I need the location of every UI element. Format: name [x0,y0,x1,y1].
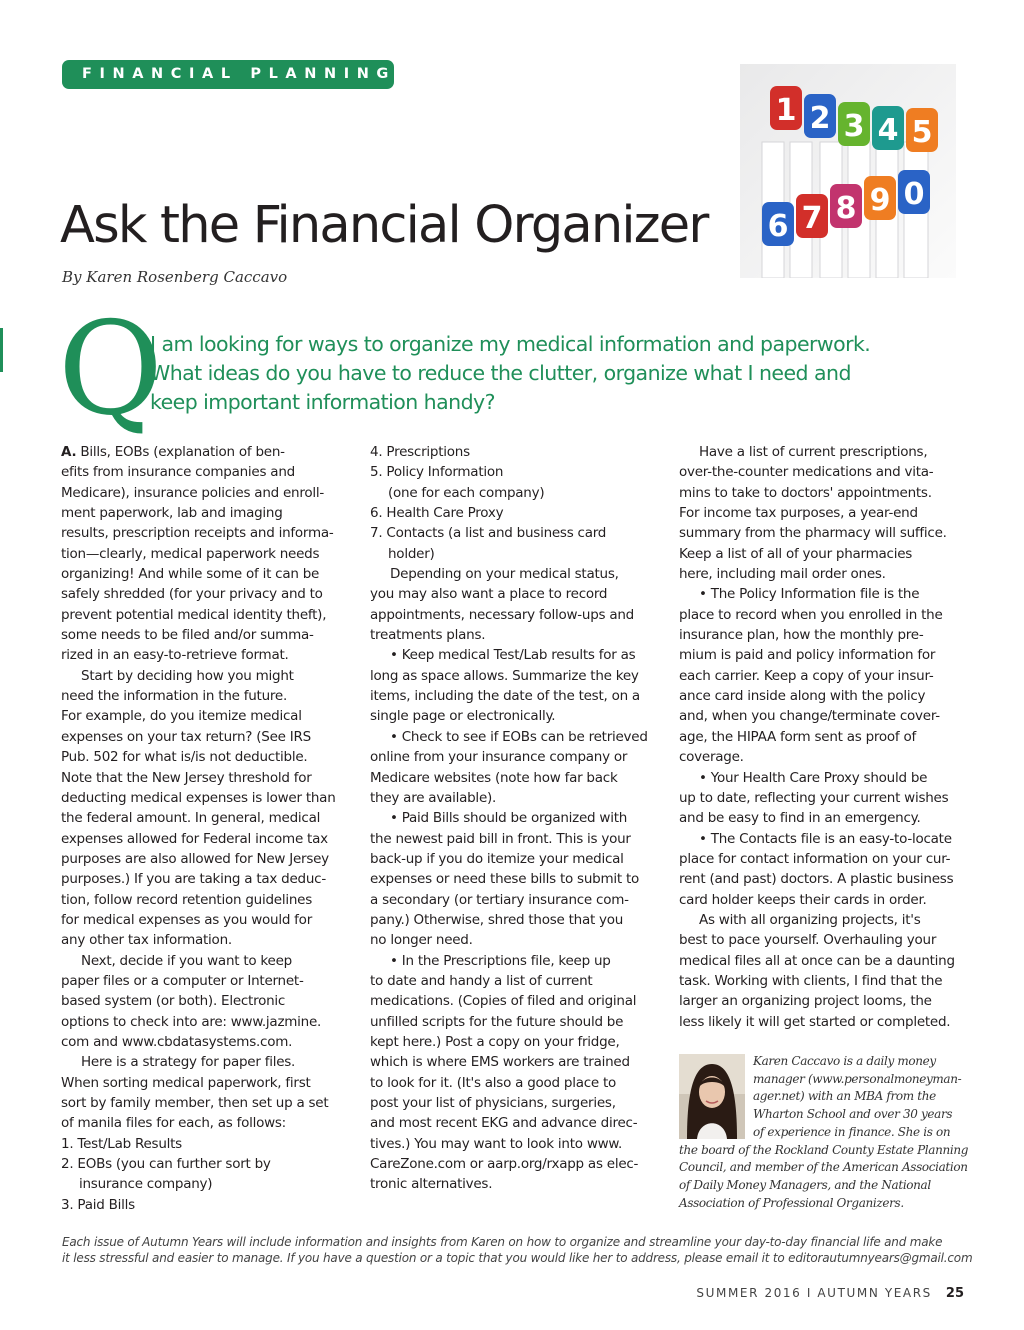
text-line: and, when you change/terminate cover- [679,708,940,725]
text-line: Start by deciding how you might [81,667,294,684]
text-line: (one for each company) [388,484,545,501]
tab-9 [864,176,896,220]
text-line: back-up if you do itemize your medical [370,850,624,867]
text-line: ance card inside along with the policy [679,688,926,705]
text-line: of manila files for each, as follows: [61,1115,286,1132]
text-line: As with all organizing projects, it's [699,911,921,928]
text-line: options to check into are: www.jazmine. [61,1013,322,1030]
answer-lead: A. [61,444,77,460]
text-line: expenses on your tax return? (See IRS [61,728,311,745]
text-line: Note that the New Jersey threshold for [61,769,312,786]
tab-number: 2 [809,101,831,136]
bio-line: Association of Professional Organizers. [679,1195,904,1210]
text-line: single page or electronically. [370,708,556,725]
bio-line: manager (www.personalmoneyman- [753,1071,962,1086]
text-line: Medicare websites (note how far back [370,769,618,786]
text-line: ment paperwork, lab and imaging [61,505,283,522]
text-line: tion, follow record retention guidelines [61,891,312,908]
text-line: safely shredded (for your privacy and to [61,586,323,603]
tab-number: 1 [775,93,797,128]
text-line: • The Policy Information file is the [699,586,920,603]
text-line: place for contact information on your cur- [679,850,951,867]
text-line: Next, decide if you want to keep [81,952,292,969]
text-line: 6. Health Care Proxy [370,505,504,522]
text-line: a secondary (or tertiary insurance com- [370,891,629,908]
text-line: insurance company) [79,1176,213,1193]
text-line: rized in an easy-to-retrieve format. [61,647,289,664]
text-line: over-the-counter medications and vita- [679,464,934,481]
text-line: 1. Test/Lab Results [61,1135,182,1152]
article-title: Ask the Financial Organizer [60,196,708,255]
answer-column-2 [370,442,666,1195]
text-line: summary from the pharmacy will suffice. [679,525,947,542]
text-line: less likely it will get started or completed. [679,1013,951,1030]
text-line: larger an organizing project looms, the [679,993,932,1010]
margin-accent-bar [0,328,3,372]
text-line: any other tax information. [61,932,232,949]
answer-column-1 [61,442,357,1215]
text-line: rent (and past) doctors. A plastic business [679,871,954,888]
tab-5 [906,108,938,152]
text-line: pany.) Otherwise, shred those that you [370,911,624,928]
text-line: no longer need. [370,932,473,949]
numbered-tabs-photo [740,64,956,278]
tab-number: 8 [835,191,857,226]
tab-4 [872,106,904,150]
text-line: organizing! And while some of it can be [61,566,320,583]
text-line: tion—clearly, medical paperwork needs [61,545,320,562]
text-line: results, prescription receipts and informa- [61,525,334,542]
text-line: online from your insurance company or [370,749,628,766]
bio-line: of Daily Money Managers, and the National [679,1177,931,1192]
tab-number: 4 [877,113,899,148]
text-line: deducting medical expenses is lower than [61,789,336,806]
text-line: • Your Health Care Proxy should be [699,769,928,786]
text-line: Depending on your medical status, [390,566,619,583]
question-line: keep important information handy? [150,390,495,414]
text-line: Medicare), insurance policies and enroll- [61,484,324,501]
text-line: they are available). [370,789,497,806]
tab-number: 0 [903,177,925,212]
issue-label: SUMMER 2016 I AUTUMN YEARS [696,1286,932,1300]
text-line: medical files all at once can be a daunting [679,952,955,969]
text-line: • Paid Bills should be organized with [390,810,628,827]
text-line: post your list of physicians, surgeries, [370,1095,616,1111]
bio-line: of experience in finance. She is on [753,1124,951,1139]
tab-7 [796,194,828,238]
tab-3 [838,102,870,146]
text-line: 3. Paid Bills [61,1196,135,1213]
tab-number: 3 [843,109,865,144]
text-line: age, the HIPAA form sent as proof of [679,728,916,745]
question-line: I am looking for ways to organize my medical information and paperwork. [150,332,871,356]
text-line: kept here.) Post a copy on your fridge, [370,1033,620,1050]
text-line: prevent potential medical identity theft), [61,606,327,623]
text-line: expenses allowed for Federal income tax [61,830,328,847]
question-text [150,330,920,417]
tab-number: 7 [801,201,823,236]
author-bio [679,1053,979,1212]
text-line: the federal amount. In general, medical [61,810,321,827]
byline: By Karen Rosenberg Caccavo [62,268,288,286]
text-line: appointments, necessary follow-ups and [370,606,634,623]
section-label: FINANCIAL PLANNING [62,60,394,89]
text-line: and be easy to find in an emergency. [679,810,921,827]
bio-line: the board of the Rockland County Estate Planning [679,1142,969,1157]
series-note [62,1234,982,1266]
text-line: treatments plans. [370,627,486,644]
text-line: holder) [388,545,435,562]
page-number: 25 [945,1286,964,1301]
tab-2 [804,94,836,138]
text-line: • In the Prescriptions file, keep up [390,952,611,969]
text-line: 5. Policy Information [370,464,504,481]
tab-8 [830,184,862,228]
question-drop-letter: Q [58,295,163,444]
text-line: • The Contacts file is an easy-to-locate [699,830,952,847]
text-line: com and www.cbdatasystems.com. [61,1033,293,1050]
text-line: When sorting medical paperwork, first [61,1074,311,1091]
text-line: Have a list of current prescriptions, [699,444,928,460]
text-line: For example, do you itemize medical [61,708,302,725]
text-line: Keep a list of all of your pharmacies [679,545,913,562]
series-note-line: Each issue of Autumn Years will include information and insights from Karen on how to organize and streamline your day-to-day financial life and make [62,1235,943,1249]
text-line: Pub. 502 for what is/is not deductible. [61,749,308,766]
text-line: here, including mail order ones. [679,566,886,583]
answer-column-3 [679,442,971,1032]
text-line: A. Bills, EOBs (explanation of ben- [61,444,285,460]
tab-number: 5 [911,115,933,150]
text-line: best to pace yourself. Overhauling your [679,932,937,949]
text-line: unfilled scripts for the future should be [370,1013,624,1030]
text-line: need the information in the future. [61,688,287,705]
text-line: 2. EOBs (you can further sort by [61,1156,271,1173]
text-line: and most recent EKG and advance direc- [370,1115,638,1132]
text-line: some needs to be filed and/or summa- [61,627,314,644]
text-line: insurance plan, how the monthly pre- [679,627,924,644]
text-line: paper files or a computer or Internet- [61,972,304,989]
tab-1 [770,86,802,130]
text-line: you may also want a place to record [370,586,608,603]
text-line: to look for it. (It's also a good place to [370,1074,617,1091]
text-line: CareZone.com or aarp.org/rxapp as elec- [370,1156,639,1173]
text-line: card holder keeps their cards in order. [679,891,927,908]
bio-line: Council, and member of the American Association [679,1160,968,1175]
text-line: expenses or need these bills to submit to [370,871,640,888]
text-line: Here is a strategy for paper files. [81,1054,296,1071]
page-folio [696,1286,964,1301]
bio-line: ager.net) with an MBA from the [753,1089,936,1104]
tab-number: 9 [869,183,891,218]
text-line: mium is paid and policy information for [679,647,936,664]
text-line: long as space allows. Summarize the key [370,667,639,684]
text-line: coverage. [679,749,744,766]
text-line: which is where EMS workers are trained [370,1054,630,1071]
tab-0 [898,170,930,214]
text-line: medications. (Copies of filed and original [370,993,637,1010]
text-line: each carrier. Keep a copy of your insur- [679,667,934,684]
text-line: purposes.) If you are taking a tax deduc- [61,871,326,888]
bio-line: Karen Caccavo is a daily money [753,1054,936,1068]
text-line: to date and handy a list of current [370,972,593,989]
bio-line: Wharton School and over 30 years [753,1107,953,1122]
text-line: tronic alternatives. [370,1176,493,1193]
text-line: 4. Prescriptions [370,444,470,460]
text-line: • Keep medical Test/Lab results for as [390,647,636,664]
text-line: the newest paid bill in front. This is your [370,830,631,847]
text-line: place to record when you enrolled in the [679,606,943,623]
text-line: items, including the date of the test, on a [370,688,640,705]
series-note-line: it less stressful and easier to manage. If you have a question or a topic that you would like her to address, please email it to editorautumnyears@gmail.com [62,1251,973,1265]
text-line: sort by family member, then set up a set [61,1095,329,1111]
text-line: tives.) You may want to look into www. [370,1135,622,1152]
text-line: task. Working with clients, I find that the [679,972,943,989]
question-line: What ideas do you have to reduce the clutter, organize what I need and [150,361,851,385]
text-line: mins to take to doctors' appointments. [679,484,932,501]
text-line: 7. Contacts (a list and business card [370,525,607,542]
text-line: based system (or both). Electronic [61,993,286,1010]
tab-number: 6 [767,209,789,244]
tab-6 [762,202,794,246]
text-line: purposes are also allowed for New Jersey [61,850,329,867]
text-line: efits from insurance companies and [61,464,295,481]
text-line: for medical expenses as you would for [61,911,312,928]
text-line: • Check to see if EOBs can be retrieved [390,728,648,745]
text-line: up to date, reflecting your current wishes [679,789,949,806]
text-line: For income tax purposes, a year-end [679,505,918,522]
